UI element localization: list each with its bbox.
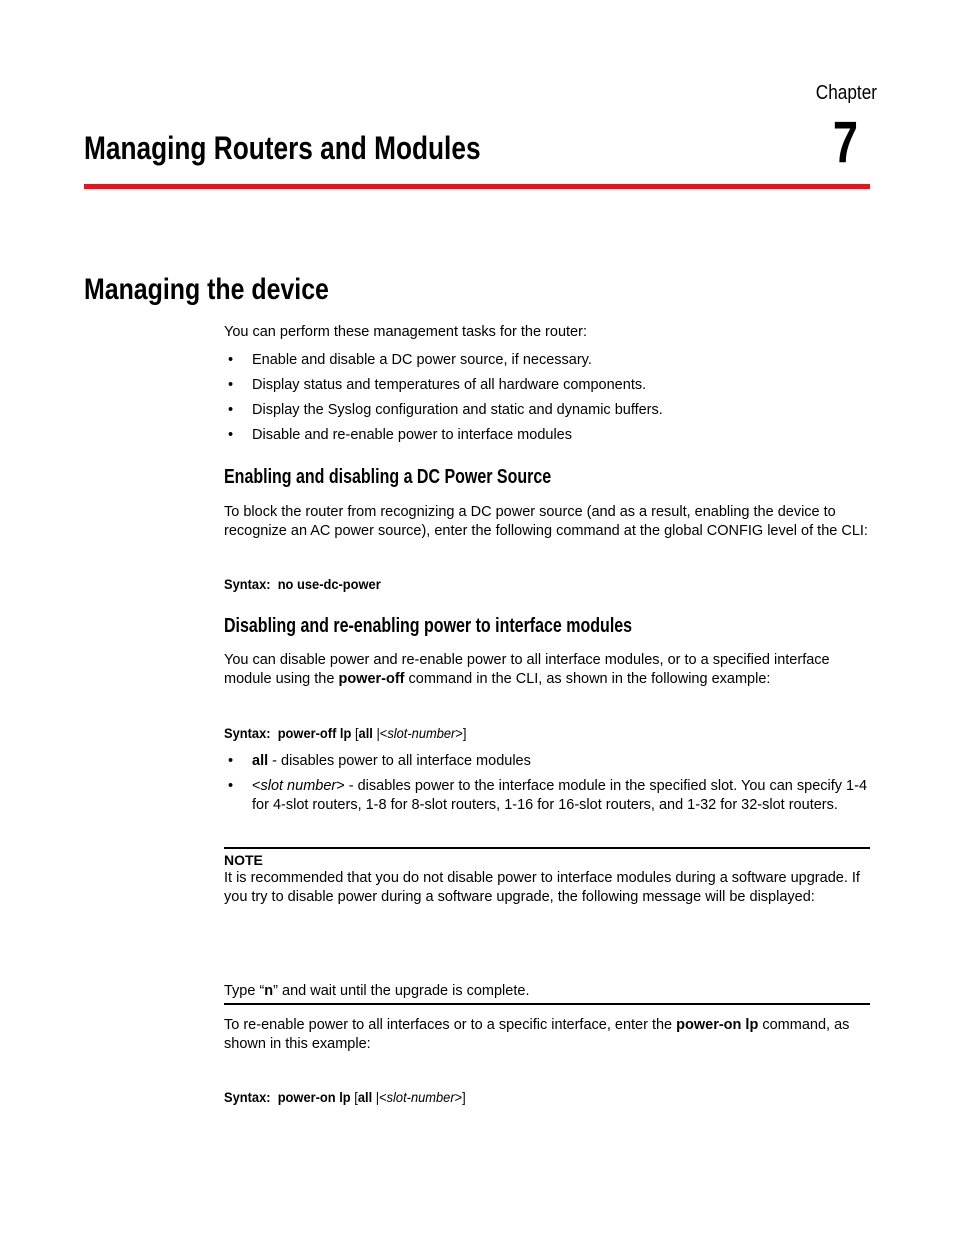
- chapter-label: Chapter: [815, 82, 877, 104]
- section-intro: You can perform these management tasks for the router:: [224, 324, 587, 340]
- command-name: power-on lp: [676, 1017, 759, 1033]
- instruction-text: Type “: [224, 983, 265, 999]
- syntax-label: Syntax:: [224, 576, 271, 592]
- syntax-bracket: [: [354, 1089, 358, 1105]
- note-bottom-rule: [224, 1003, 870, 1005]
- option-term-bracket: <: [252, 778, 261, 794]
- syntax-command: power-off lp: [277, 725, 352, 741]
- command-name: power-off: [338, 670, 405, 687]
- task-text: Disable and re-enable power to interface modules: [252, 427, 572, 443]
- dc-power-body: To block the router from recognizing a DC power source (and as a result, enabling the device to recognize an AC power source), enter the following command at the global CONFIG level of the CLI:: [224, 504, 868, 539]
- body-text: command in the CLI, as shown in the following example:: [404, 670, 771, 687]
- key-name: n: [264, 983, 274, 999]
- bullet-icon: •: [228, 778, 234, 794]
- bullet-icon: •: [228, 753, 234, 769]
- section-title: Managing the device: [84, 273, 329, 306]
- body-text: command, as shown in this example:: [224, 1017, 850, 1052]
- syntax-parameter: slot-number: [386, 1089, 455, 1105]
- dc-power-heading: Enabling and disabling a DC Power Source: [224, 466, 552, 488]
- body-text: To re-enable power to all interfaces or to a specific interface, enter the: [224, 1017, 677, 1033]
- dc-power-syntax: [224, 576, 381, 592]
- note-instruction: [224, 982, 870, 1001]
- bullet-icon: •: [228, 427, 234, 443]
- power-off-syntax: [224, 725, 466, 741]
- option-text: [252, 777, 870, 814]
- syntax-bracket: >]: [454, 1089, 466, 1105]
- power-on-syntax: [224, 1089, 466, 1105]
- chapter-title: Managing Routers and Modules: [84, 130, 481, 166]
- note-label: NOTE: [224, 852, 263, 868]
- interface-power-heading: Disabling and re-enabling power to interface modules: [224, 615, 633, 637]
- option-description: - disables power to the interface module in the specified slot. You can specify 1-4 for 4-slot routers, 1-8 for 8-slot routers, 1-16 for 16-slot routers, and 1-32 for 32-slot routers.: [252, 778, 868, 813]
- instruction-text: ” and wait until the upgrade is complete.: [273, 983, 530, 999]
- option-description: - disables power to all interface modules: [268, 753, 531, 769]
- option-text: [252, 752, 870, 771]
- syntax-command: power-on lp: [277, 1089, 351, 1105]
- option-term-bracket: >: [336, 778, 345, 794]
- syntax-separator: |<: [372, 725, 388, 741]
- syntax-parameter: slot-number: [387, 725, 456, 741]
- interface-power-body: [224, 651, 870, 688]
- bullet-icon: •: [228, 377, 234, 393]
- note-top-rule: [224, 847, 870, 849]
- syntax-command: no use-dc-power: [277, 576, 381, 592]
- task-text: Enable and disable a DC power source, if necessary.: [252, 352, 592, 368]
- syntax-bracket: [: [354, 725, 359, 741]
- syntax-keyword: all: [357, 1089, 373, 1105]
- chapter-title-rule: [84, 184, 870, 189]
- body-text: You can disable power and re-enable power to all interface modules, or to a specified interface module using the: [224, 652, 830, 687]
- reenable-body: [224, 1016, 870, 1053]
- chapter-number: 7: [832, 110, 858, 175]
- syntax-bracket: >]: [455, 725, 467, 741]
- bullet-icon: •: [228, 352, 234, 368]
- bullet-icon: •: [228, 402, 234, 418]
- task-text: Display the Syslog configuration and static and dynamic buffers.: [252, 402, 663, 418]
- syntax-label: Syntax:: [224, 725, 271, 741]
- syntax-label: Syntax:: [224, 1089, 271, 1105]
- note-body: It is recommended that you do not disable power to interface modules during a software upgrade. If you try to disable power during a software upgrade, the following message will be displayed:: [224, 870, 860, 905]
- option-term: all: [252, 753, 269, 769]
- syntax-separator: |<: [372, 1089, 387, 1105]
- task-text: Display status and temperatures of all hardware components.: [252, 377, 647, 393]
- syntax-keyword: all: [358, 725, 373, 741]
- option-term: slot number: [260, 778, 337, 794]
